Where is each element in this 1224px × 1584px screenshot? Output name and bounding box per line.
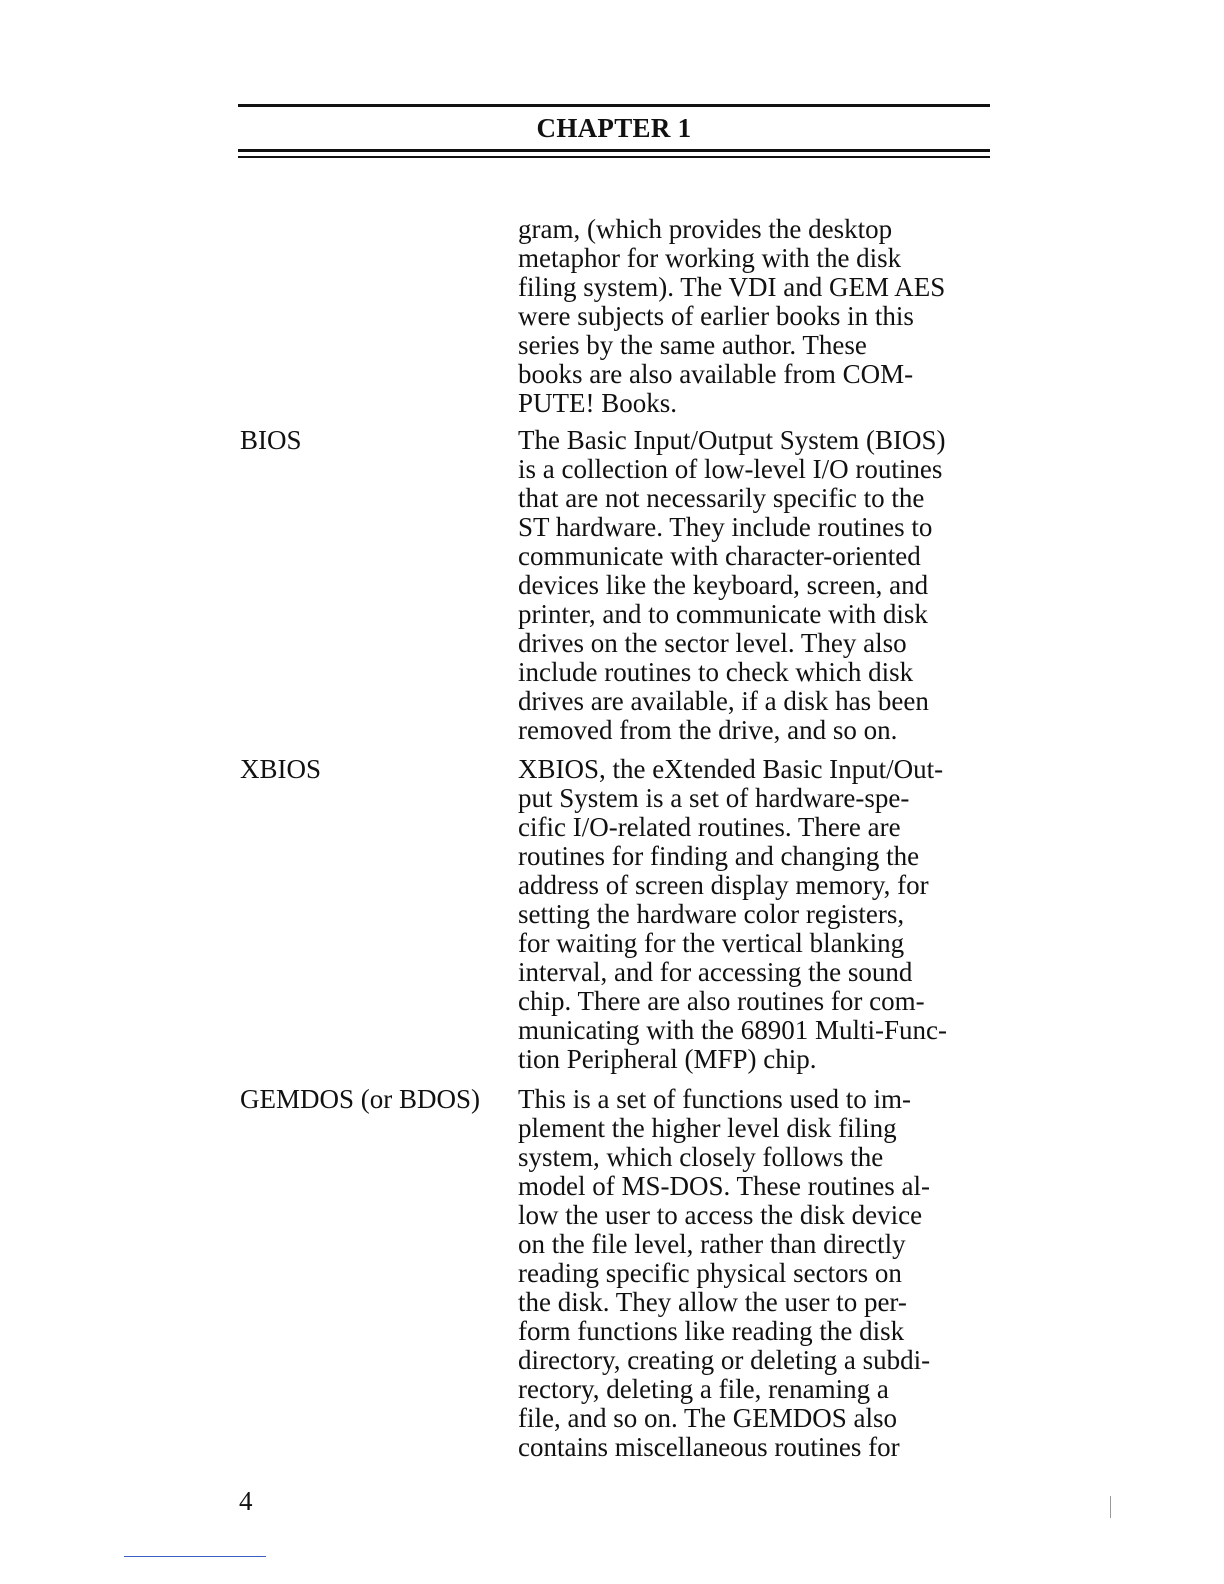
text-line: for waiting for the vertical blanking xyxy=(518,928,905,958)
text-line: series by the same author. These xyxy=(518,330,867,360)
text-line: municating with the 68901 Multi-Func- xyxy=(518,1015,947,1045)
text-line: on the file level, rather than directly xyxy=(518,1229,906,1259)
text-line: low the user to access the disk device xyxy=(518,1200,923,1230)
text-line: reading specific physical sectors on xyxy=(518,1258,902,1288)
text-line: metaphor for working with the disk xyxy=(518,243,902,273)
text-line: The Basic Input/Output System (BIOS) xyxy=(518,425,946,455)
text-line: tion Peripheral (MFP) chip. xyxy=(518,1044,817,1074)
text-line: put System is a set of hardware-spe- xyxy=(518,783,910,813)
text-line: printer, and to communicate with disk xyxy=(518,599,928,629)
definition-gemdos xyxy=(518,1085,998,1462)
text-line: directory, creating or deleting a subdi- xyxy=(518,1345,931,1375)
text-line: that are not necessarily specific to the xyxy=(518,483,925,513)
text-line: removed from the drive, and so on. xyxy=(518,715,898,745)
text-line: gram, (which provides the desktop xyxy=(518,214,893,244)
text-line: plement the higher level disk filing xyxy=(518,1113,897,1143)
text-line: filing system). The VDI and GEM AES xyxy=(518,272,946,302)
text-line: devices like the keyboard, screen, and xyxy=(518,570,929,600)
term-xbios: XBIOS xyxy=(240,754,322,784)
text-line: This is a set of functions used to im- xyxy=(518,1084,911,1114)
text-line: communicate with character-oriented xyxy=(518,541,921,571)
text-line: address of screen display memory, for xyxy=(518,870,929,900)
text-line: cific I/O-related routines. There are xyxy=(518,812,901,842)
text-line: ST hardware. They include routines to xyxy=(518,512,933,542)
text-line: setting the hardware color registers, xyxy=(518,899,905,929)
page-number: 4 xyxy=(239,1486,253,1516)
text-line: books are also available from COM- xyxy=(518,359,914,389)
text-line: is a collection of low-level I/O routines xyxy=(518,454,943,484)
chapter-title: CHAPTER 1 xyxy=(536,113,692,143)
scan-artifact-line xyxy=(124,1556,266,1557)
text-line: rectory, deleting a file, renaming a xyxy=(518,1374,889,1404)
term-bios: BIOS xyxy=(240,425,302,455)
text-line: form functions like reading the disk xyxy=(518,1316,905,1346)
definition-xbios xyxy=(518,755,998,1074)
text-line: were subjects of earlier books in this xyxy=(518,301,914,331)
chapter-header xyxy=(238,104,990,158)
text-line: XBIOS, the eXtended Basic Input/Out- xyxy=(518,754,944,784)
text-line: file, and so on. The GEMDOS also xyxy=(518,1403,897,1433)
intro-paragraph xyxy=(518,215,998,418)
definition-bios xyxy=(518,426,998,745)
term-gemdos: GEMDOS (or BDOS) xyxy=(240,1084,481,1114)
text-line: contains miscellaneous routines for xyxy=(518,1432,900,1462)
text-line: interval, and for accessing the sound xyxy=(518,957,913,987)
text-line: the disk. They allow the user to per- xyxy=(518,1287,907,1317)
text-line: drives on the sector level. They also xyxy=(518,628,907,658)
text-line: chip. There are also routines for com- xyxy=(518,986,925,1016)
margin-tick xyxy=(1110,1496,1111,1518)
text-line: drives are available, if a disk has been xyxy=(518,686,929,716)
text-line: system, which closely follows the xyxy=(518,1142,884,1172)
text-line: routines for finding and changing the xyxy=(518,841,920,871)
text-line: include routines to check which disk xyxy=(518,657,914,687)
text-line: model of MS-DOS. These routines al- xyxy=(518,1171,930,1201)
text-line: PUTE! Books. xyxy=(518,388,678,418)
header-bottom-rule-thin xyxy=(238,156,990,158)
